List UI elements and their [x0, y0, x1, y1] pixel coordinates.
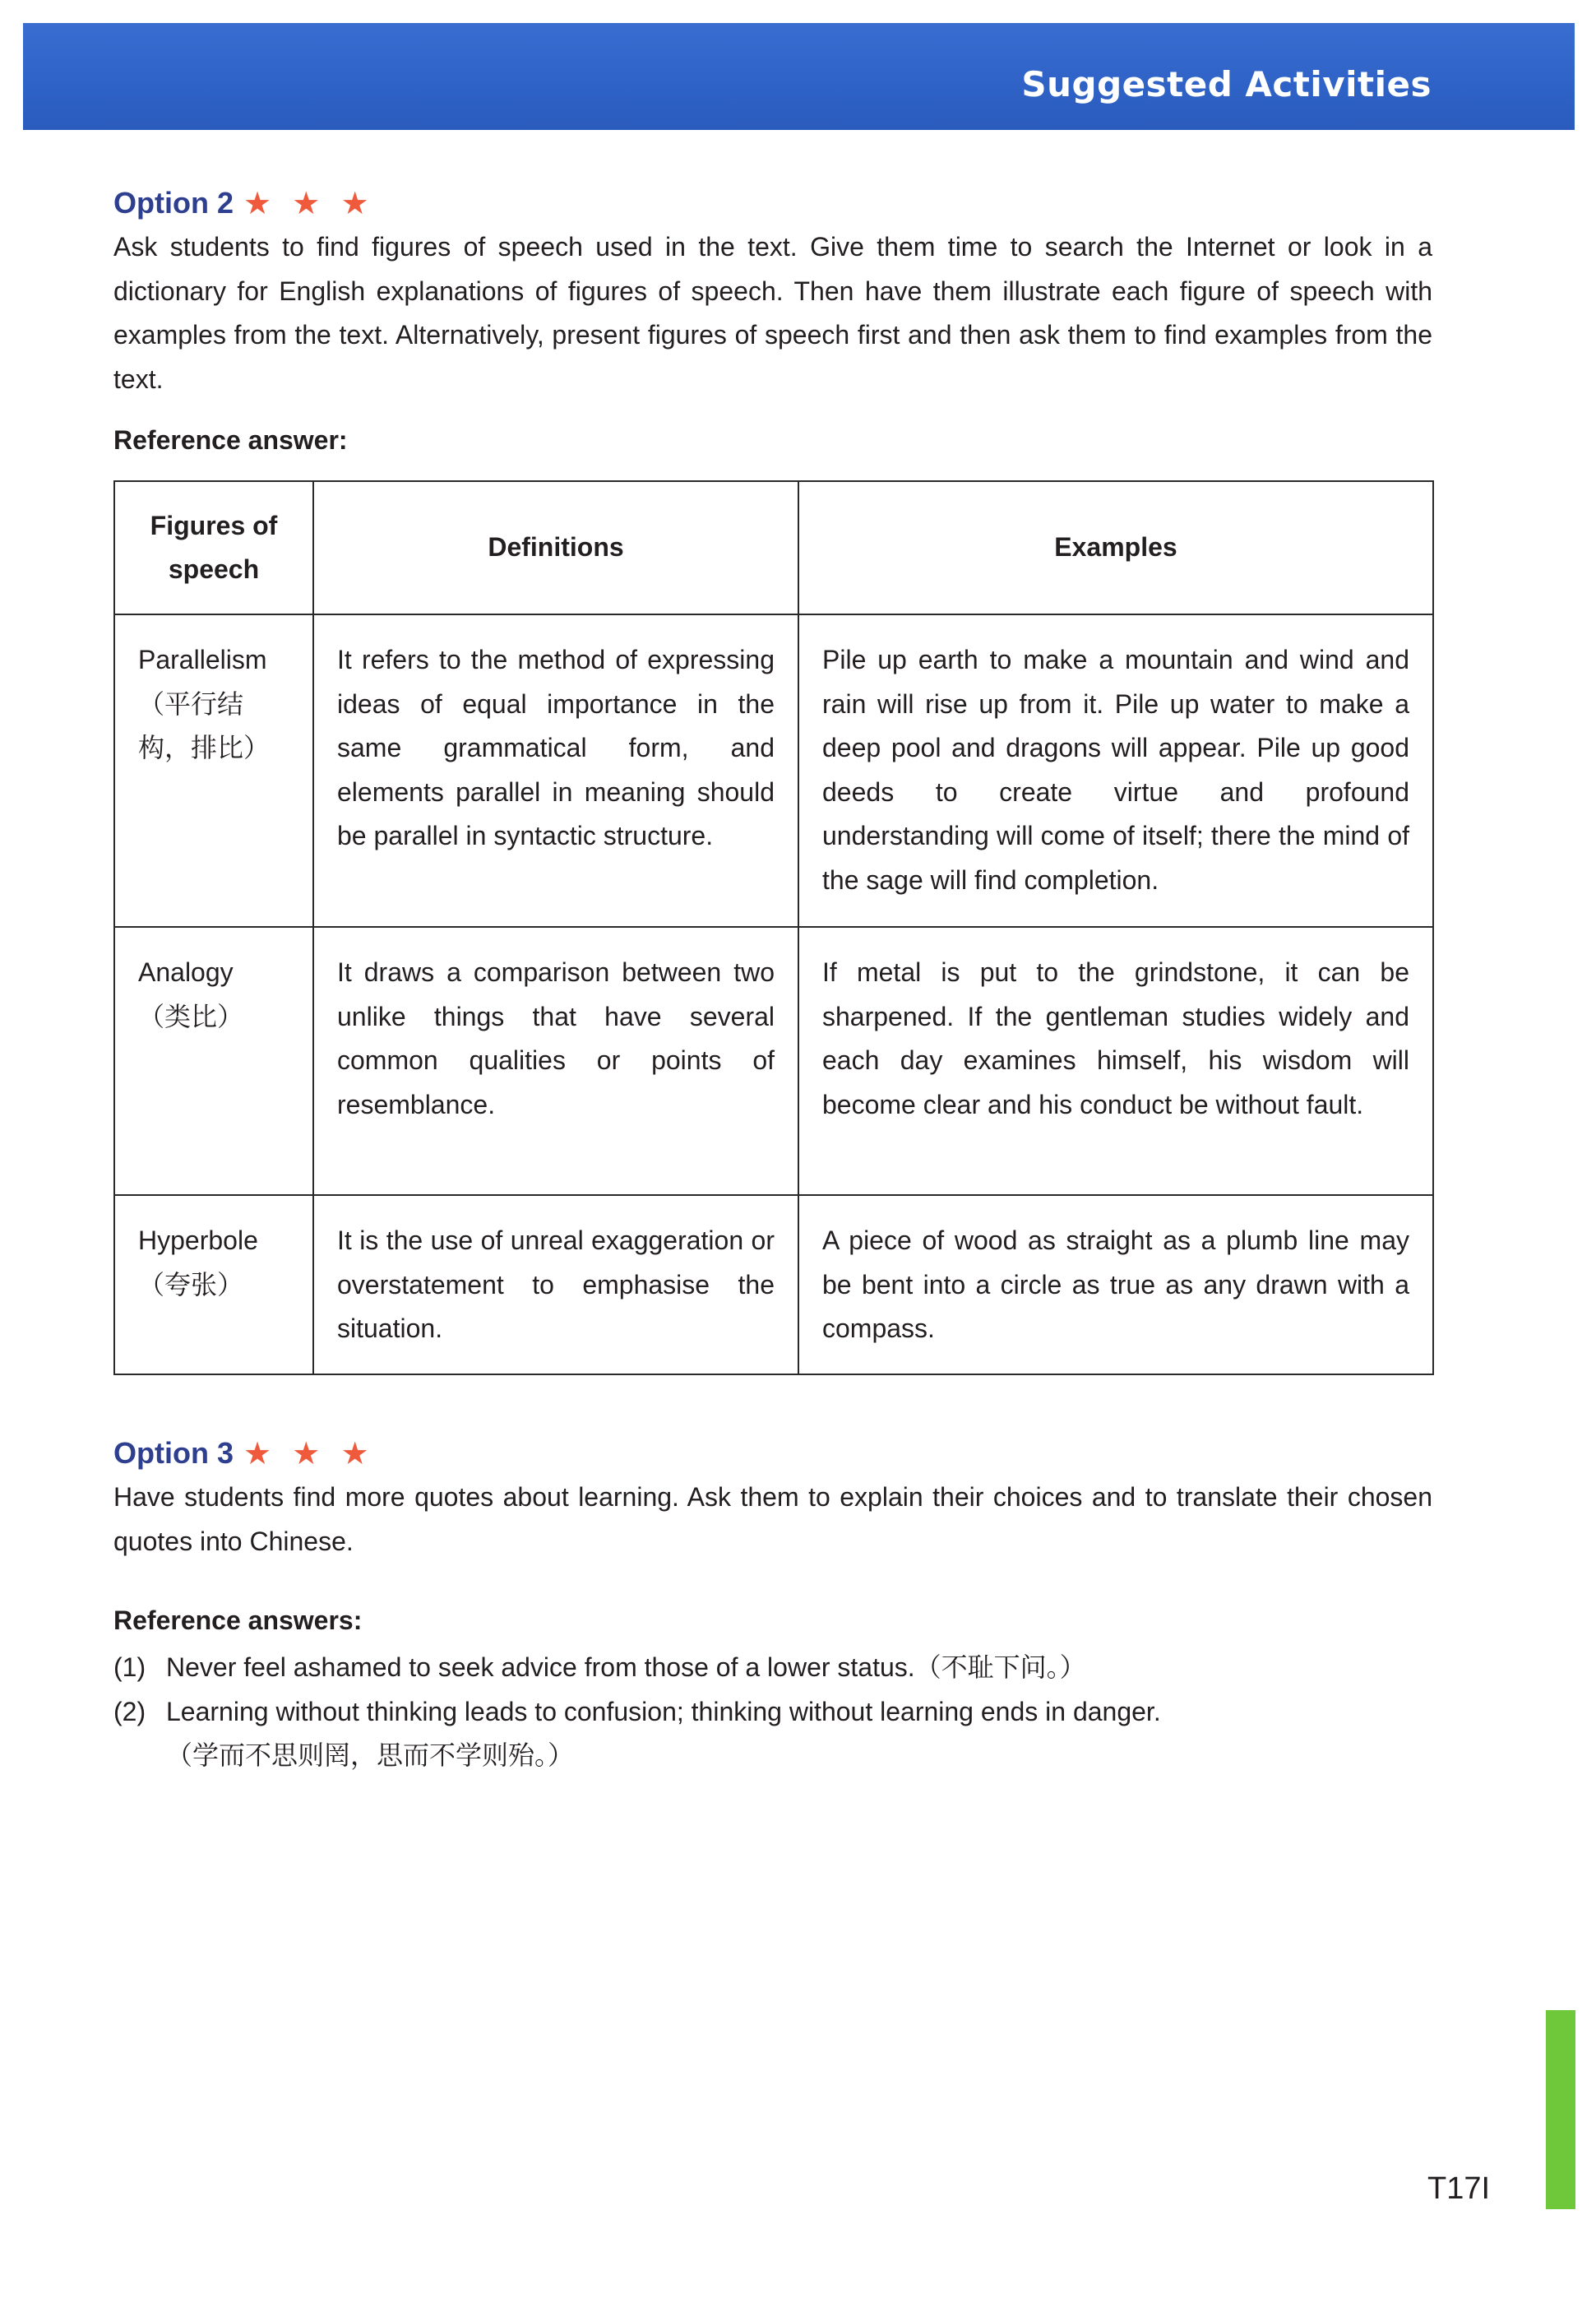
example-cell: If metal is put to the grindstone, it can be sharpened. If the gentleman studies widely and each day examines himself, his wisdom will become clear and his conduct be without fault.	[798, 927, 1433, 1195]
example-cell: A piece of wood as straight as a plumb line may be bent into a circle as true as any drawn with a compass.	[798, 1195, 1433, 1374]
option-2-instructions: Ask students to find figures of speech used in the text. Give them time to search the Internet or look in a dictionary for English explanations of figures of speech. Then have them illustrate each figure of speech with examples from the text. Alternatively, present figures of speech first and then ask them to find examples from the text.	[113, 232, 1432, 394]
definition-cell: It refers to the method of expressing ideas of equal importance in the same grammatical form, and elements parallel in meaning should be parallel in syntactic structure.	[313, 614, 798, 927]
star-rating-icon: ★ ★ ★	[243, 1435, 374, 1471]
figure-name: Parallelism	[138, 645, 267, 674]
table-row	[114, 614, 1433, 927]
list-item	[113, 1690, 1432, 1735]
figure-name: Analogy	[138, 957, 234, 987]
option-3-label: Option 3	[113, 1436, 234, 1470]
answer-list	[113, 1646, 1432, 1778]
side-accent-bar	[1546, 2010, 1575, 2209]
answer-text: Never feel ashamed to seek advice from those of a lower status.（不耻下问。）	[166, 1652, 1086, 1682]
page-content	[113, 183, 1432, 1778]
figure-cell	[114, 614, 313, 927]
star-rating-icon: ★ ★ ★	[243, 185, 374, 221]
figure-name-chinese: （类比）	[138, 1001, 244, 1031]
page-number: T17I	[1427, 2171, 1491, 2206]
answer-text: Learning without thinking leads to confusion; thinking without learning ends in danger.	[166, 1696, 1161, 1726]
figure-cell	[114, 927, 313, 1195]
column-header-figures: Figures of speech	[114, 481, 313, 614]
figure-name-chinese: （平行结构，排比）	[138, 688, 271, 762]
option-2-label: Option 2	[113, 186, 234, 220]
section-title: Suggested Activities	[1021, 64, 1432, 104]
option-3-heading	[113, 1433, 1432, 1474]
list-item	[113, 1646, 1432, 1690]
table-row	[114, 927, 1433, 1195]
figure-name-chinese: （夸张）	[138, 1269, 244, 1300]
answer-number: (2)	[113, 1696, 146, 1726]
definition-cell: It draws a comparison between two unlike things that have several common qualities or points of resemblance.	[313, 927, 798, 1195]
option-2-heading	[113, 183, 1432, 224]
answer-translation: （学而不思则罔，思而不学则殆。）	[166, 1740, 575, 1770]
column-header-examples: Examples	[798, 481, 1433, 614]
table-row	[114, 1195, 1433, 1374]
reference-answers-label: Reference answers:	[113, 1605, 363, 1635]
answer-number: (1)	[113, 1652, 146, 1682]
reference-answer-label: Reference answer:	[113, 425, 348, 455]
table-header-row	[114, 481, 1433, 614]
column-header-definitions: Definitions	[313, 481, 798, 614]
example-cell: Pile up earth to make a mountain and wind and rain will rise up from it. Pile up water to make a deep pool and dragons will appear. Pile up good deeds to create virtue and profound understanding will come of itself; there the mind of the sage will find completion.	[798, 614, 1433, 927]
option-3-instructions: Have students find more quotes about learning. Ask them to explain their choices and to translate their chosen quotes into Chinese.	[113, 1482, 1432, 1556]
definition-cell: It is the use of unreal exaggeration or overstatement to emphasise the situation.	[313, 1195, 798, 1374]
figure-name: Hyperbole	[138, 1225, 258, 1255]
figures-of-speech-table	[113, 480, 1434, 1375]
figure-cell	[114, 1195, 313, 1374]
